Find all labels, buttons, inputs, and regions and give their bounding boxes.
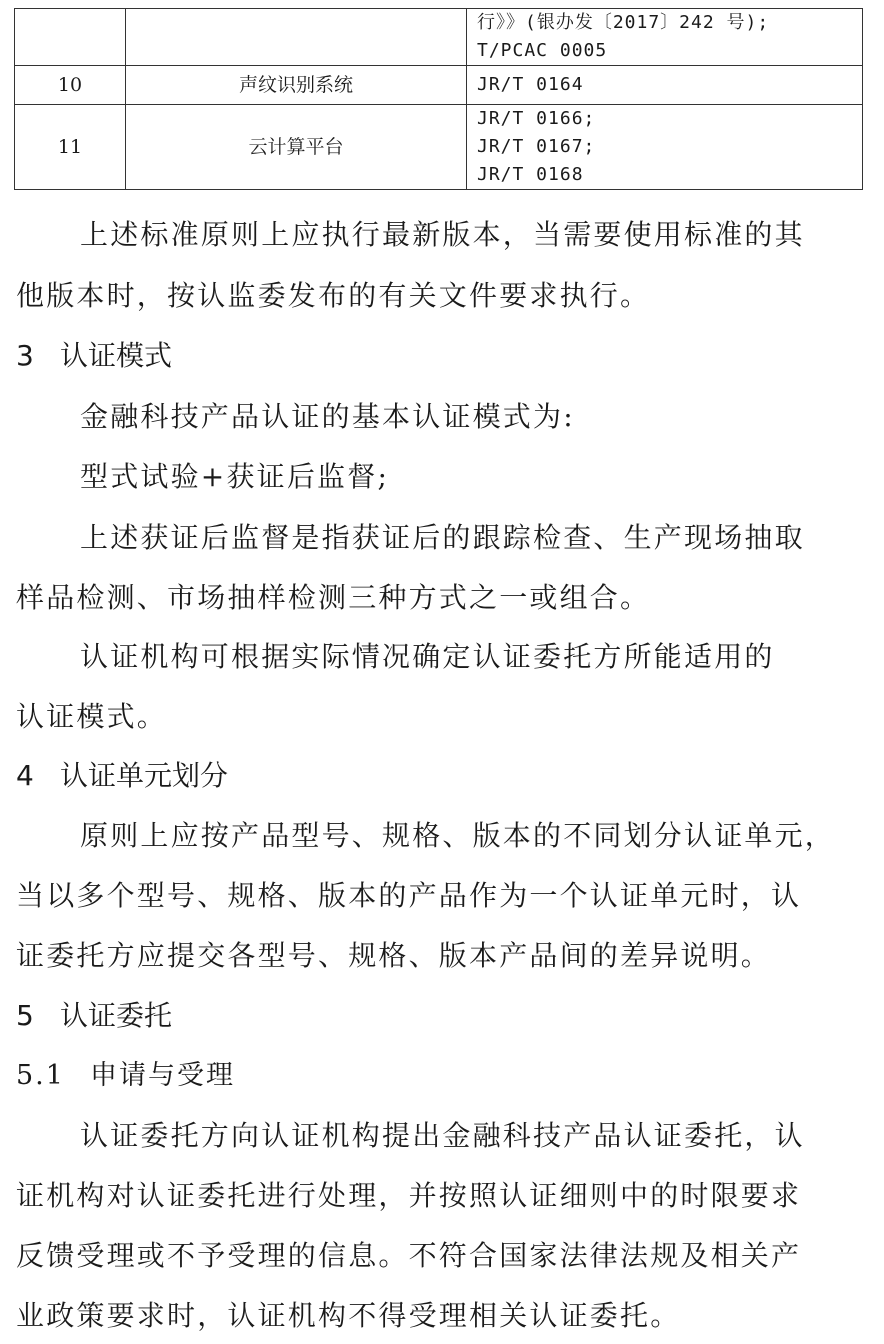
row-number-cell: 11 (15, 105, 126, 190)
section-heading (16, 756, 228, 796)
product-name-cell: 云计算平台 (126, 105, 467, 190)
intro-paragraph-line: 上述标准原则上应执行最新版本，当需要使用标准的其 (80, 218, 805, 251)
paragraph-line: 反馈受理或不予受理的信息。不符合国家法律法规及相关产 (16, 1239, 802, 1272)
section-number: 4 (16, 759, 34, 792)
standard-line: JR/T 0164 (477, 74, 584, 95)
product-name-cell (126, 9, 467, 66)
section-number: 5 (16, 999, 34, 1032)
section-number: 3 (16, 339, 34, 372)
subsection-title: 申请与受理 (90, 1060, 235, 1091)
paragraph-line: 金融科技产品认证的基本认证模式为: (80, 400, 575, 433)
section-title: 认证单元划分 (60, 759, 229, 792)
subsection-heading (16, 1056, 235, 1096)
paragraph-line: 认证委托方向认证机构提出金融科技产品认证委托，认 (80, 1119, 805, 1152)
section-heading (16, 996, 172, 1036)
standards-cell (467, 9, 863, 66)
section-title: 认证模式 (60, 339, 173, 372)
paragraph-line: 当以多个型号、规格、版本的产品作为一个认证单元时，认 (16, 879, 802, 912)
intro-paragraph-line: 他版本时，按认监委发布的有关文件要求执行。 (16, 279, 651, 312)
section-title: 认证委托 (60, 999, 173, 1032)
row-number-cell (15, 9, 126, 66)
paragraph-line: 证委托方应提交各型号、规格、版本产品间的差异说明。 (16, 939, 772, 972)
standard-line: T/PCAC 0005 (477, 40, 608, 61)
paragraph-line: 样品检测、市场抽样检测三种方式之一或组合。 (16, 581, 651, 614)
paragraph-line: 原则上应按产品型号、规格、版本的不同划分认证单元， (80, 819, 836, 852)
standard-line: 行》》(银办发〔2017〕242 号); (477, 12, 770, 33)
subsection-number: 5.1 (16, 1060, 65, 1091)
paragraph-line: 认证机构可根据实际情况确定认证委托方所能适用的 (80, 640, 775, 673)
paragraph-line: 证机构对认证委托进行处理，并按照认证细则中的时限要求 (16, 1179, 802, 1212)
standard-line: JR/T 0167; (477, 136, 596, 157)
standard-line: JR/T 0166; (477, 108, 596, 129)
section-heading (16, 336, 172, 376)
standards-cell (467, 105, 863, 190)
paragraph-line: 认证模式。 (16, 700, 168, 733)
standards-table (14, 8, 863, 190)
row-number-cell: 10 (15, 66, 126, 105)
standards-cell (467, 66, 863, 105)
product-name-cell: 声纹识别系统 (126, 66, 467, 105)
table-row (15, 9, 863, 66)
table-row (15, 66, 863, 105)
paragraph-line: 上述获证后监督是指获证后的跟踪检查、生产现场抽取 (80, 521, 805, 554)
standard-line: JR/T 0168 (477, 164, 584, 185)
paragraph-line: 业政策要求时，认证机构不得受理相关认证委托。 (16, 1299, 681, 1332)
paragraph-line: 型式试验+获证后监督; (80, 460, 390, 493)
table-row (15, 105, 863, 190)
